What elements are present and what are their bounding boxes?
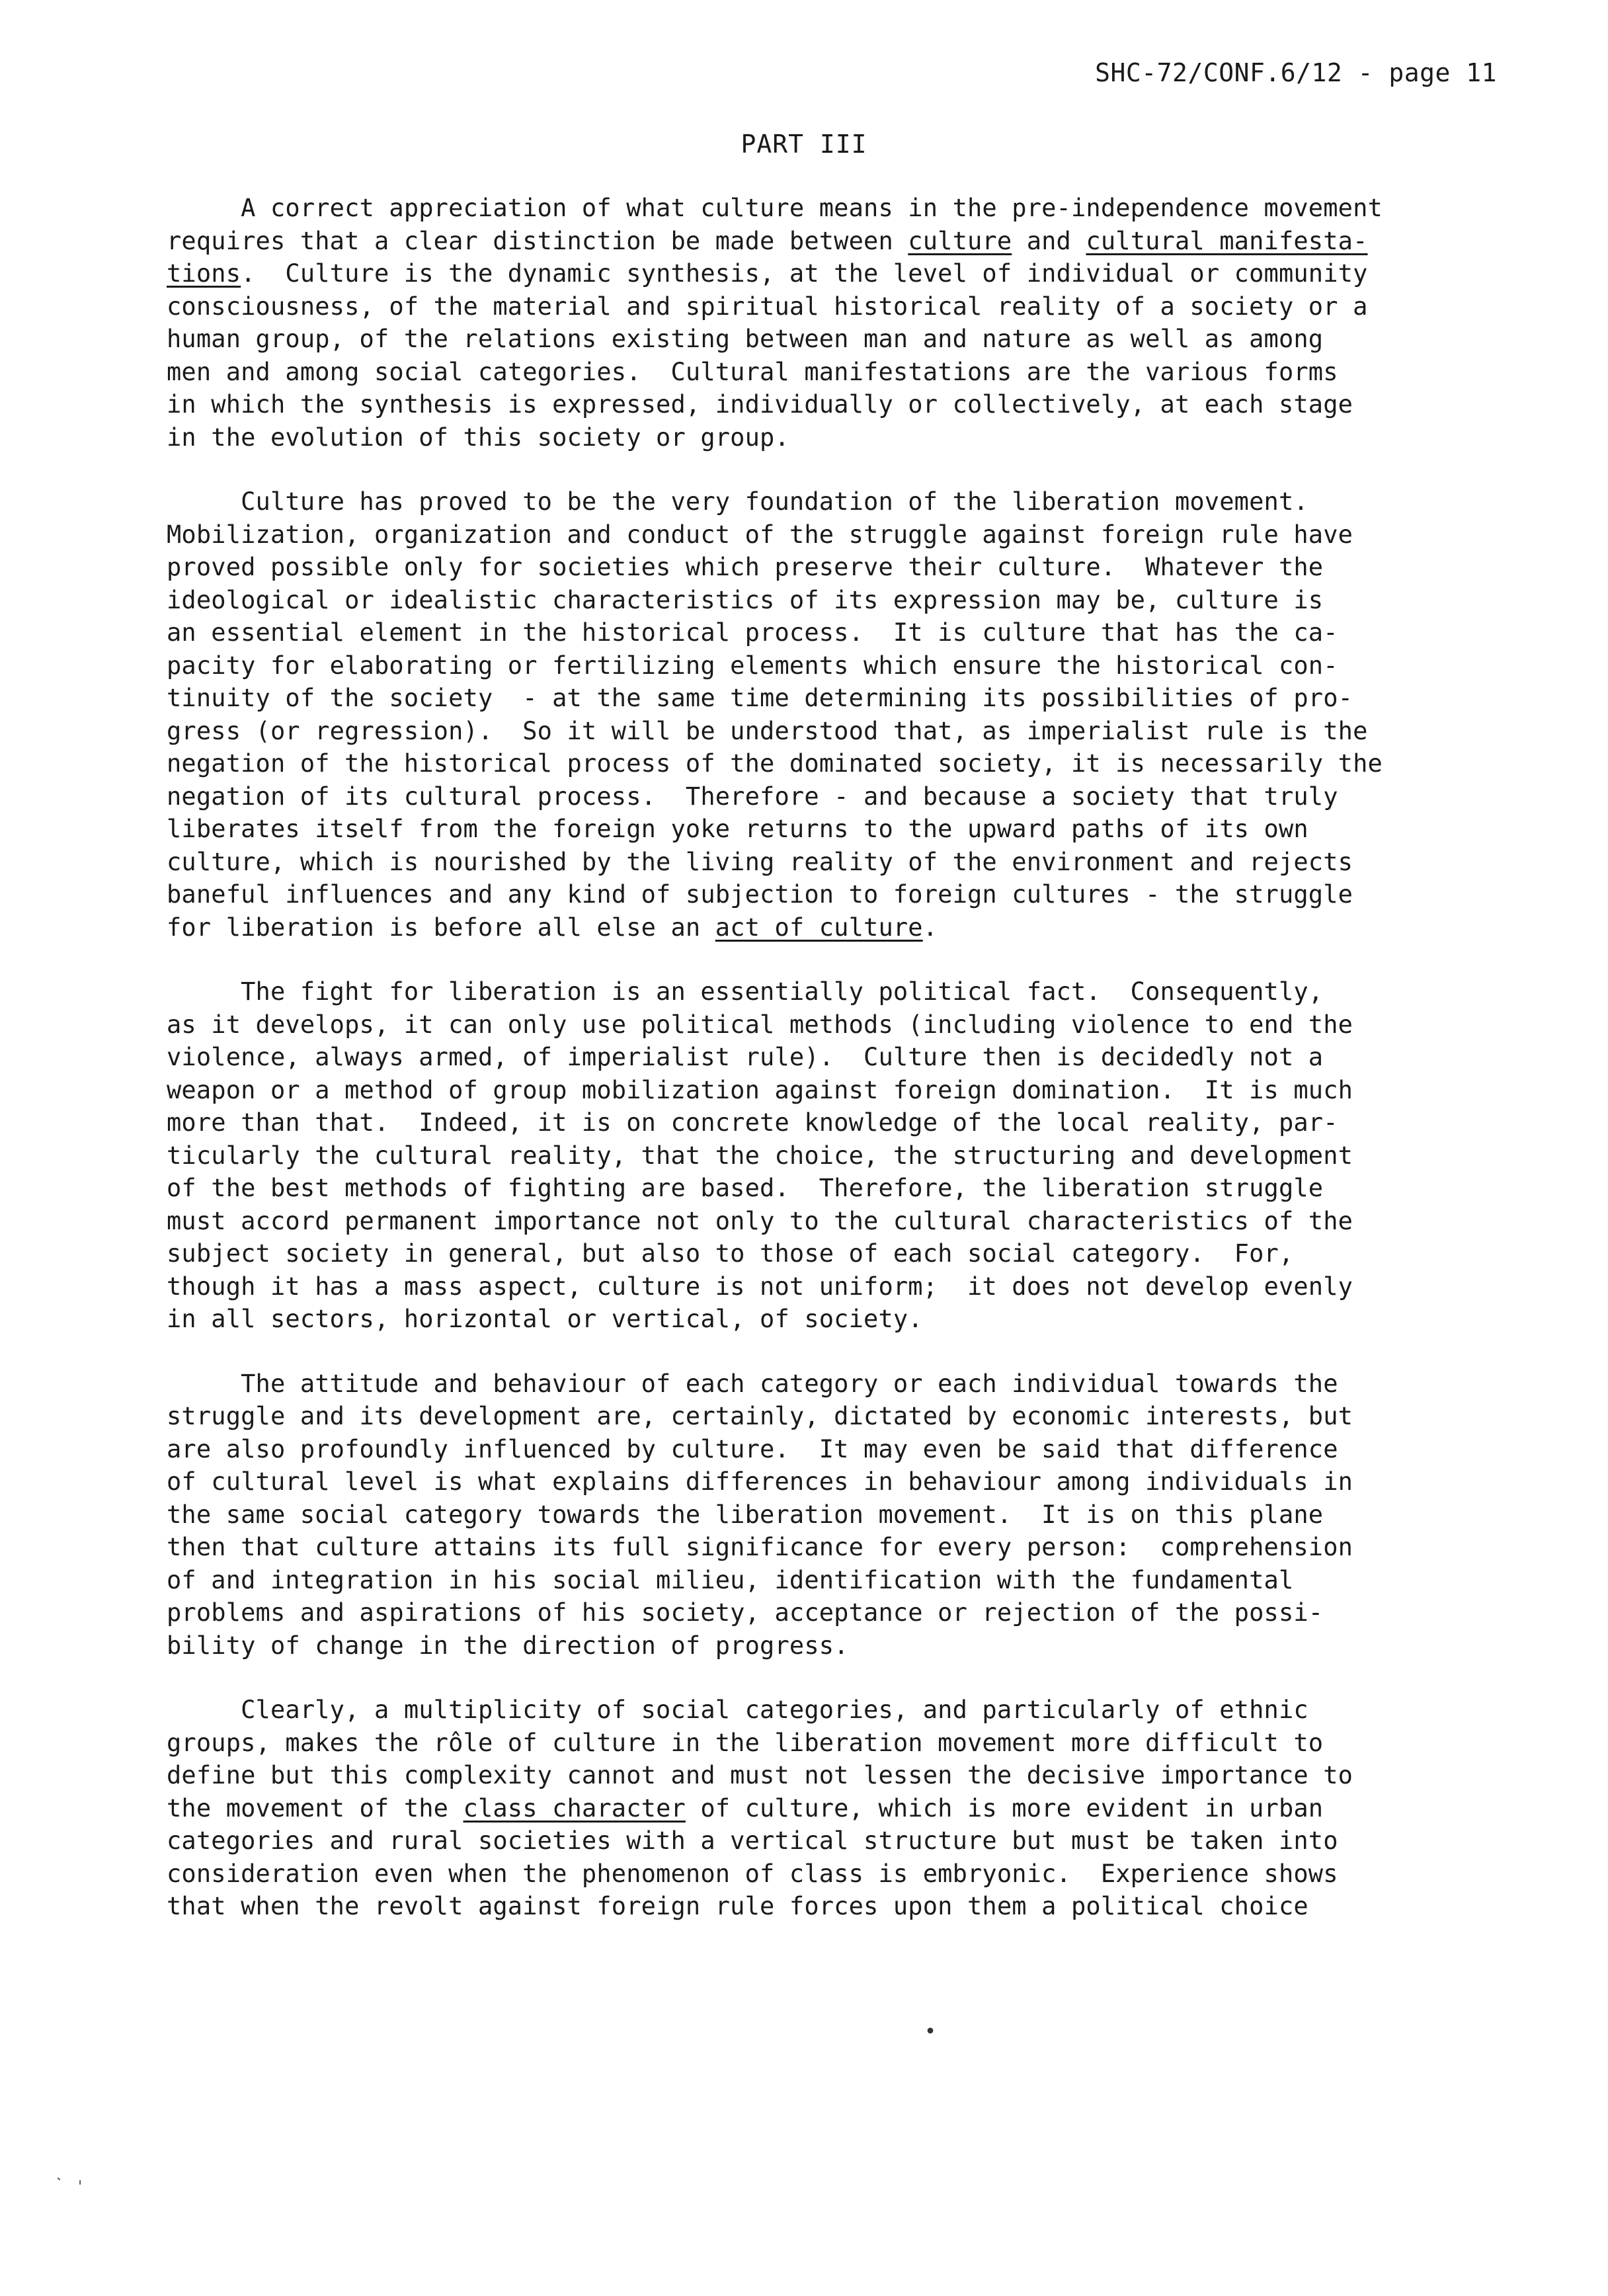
text-segment: violence, always armed, of imperialist rule). Culture then is decidedly not a <box>167 1043 1324 1071</box>
text-line <box>167 584 1522 617</box>
text-line <box>167 551 1522 584</box>
text-line <box>167 1041 1522 1074</box>
text-segment: are also profoundly influenced by culture. It may even be said that difference <box>167 1434 1338 1463</box>
text-segment: consciousness, of the material and spiritual historical reality of a society or a <box>167 292 1368 321</box>
text-segment: culture, which is nourished by the living reality of the environment and rejects <box>167 847 1353 876</box>
text-line <box>167 1303 1522 1336</box>
text-line <box>167 1564 1522 1597</box>
body-text <box>167 192 1522 1955</box>
text-line <box>167 1270 1522 1303</box>
underlined-term: cultural manifesta- <box>1086 226 1368 255</box>
text-line <box>167 225 1522 258</box>
paragraph <box>167 192 1522 454</box>
text-line <box>167 1465 1522 1498</box>
text-segment: weapon or a method of group mobilization against foreign domination. It is much <box>167 1075 1353 1104</box>
text-segment: in the evolution of this society or group. <box>167 423 789 452</box>
text-segment: an essential element in the historical process. It is culture that has the ca- <box>167 618 1338 647</box>
text-line <box>167 290 1522 323</box>
part-title: PART III <box>741 130 867 159</box>
text-segment: in which the synthesis is expressed, individually or collectively, at each stage <box>167 390 1353 419</box>
text-segment: Mobilization, organization and conduct of the struggle against foreign rule have <box>167 520 1353 549</box>
text-segment: of culture, which is more evident in urban <box>685 1793 1324 1823</box>
text-line <box>167 257 1522 290</box>
text-line <box>167 846 1522 879</box>
text-line <box>167 388 1522 421</box>
text-line <box>167 1629 1522 1662</box>
text-segment: . <box>922 913 938 942</box>
text-segment: gress (or regression). So it will be understood that, as imperialist rule is the <box>167 716 1368 745</box>
text-line <box>167 1139 1522 1172</box>
text-segment: The attitude and behaviour of each category or each individual towards the <box>167 1369 1338 1398</box>
text-line <box>167 1498 1522 1532</box>
text-line <box>167 192 1522 225</box>
text-segment: the same social category towards the liberation movement. It is on this plane <box>167 1500 1324 1529</box>
text-segment: baneful influences and any kind of subjection to foreign cultures - the struggle <box>167 880 1353 909</box>
text-line <box>167 356 1522 389</box>
text-line <box>167 1106 1522 1139</box>
text-segment: . Culture is the dynamic synthesis, at the level of individual or community <box>241 259 1368 288</box>
text-line <box>167 911 1522 944</box>
text-segment: bility of change in the direction of progress. <box>167 1631 849 1660</box>
paragraph <box>167 975 1522 1336</box>
text-line <box>167 421 1522 454</box>
scan-speck: ˴ ˌ <box>56 2168 85 2186</box>
text-segment: define but this complexity cannot and must not lessen the decisive importance to <box>167 1761 1353 1789</box>
text-segment: though it has a mass aspect, culture is not uniform; it does not develop evenly <box>167 1272 1353 1301</box>
text-line <box>167 1694 1522 1727</box>
text-line <box>167 1172 1522 1205</box>
text-segment: men and among social categories. Cultural manifestations are the various forms <box>167 357 1338 386</box>
text-segment: Culture has proved to be the very foundation of the liberation movement. <box>167 487 1308 516</box>
text-line <box>167 1400 1522 1433</box>
text-segment: categories and rural societies with a vertical structure but must be taken into <box>167 1826 1338 1855</box>
text-line <box>167 485 1522 518</box>
text-line <box>167 616 1522 649</box>
paragraph <box>167 485 1522 944</box>
text-line <box>167 1205 1522 1238</box>
scan-speck: • <box>924 2020 937 2043</box>
text-line <box>167 1368 1522 1401</box>
text-segment: the movement of the <box>167 1793 463 1823</box>
text-segment: and <box>1012 226 1086 255</box>
text-line <box>167 780 1522 813</box>
text-line <box>167 975 1522 1008</box>
text-line <box>167 715 1522 748</box>
text-line <box>167 1531 1522 1564</box>
text-segment: subject society in general, but also to those of each social category. For, <box>167 1239 1294 1268</box>
text-line <box>167 649 1522 682</box>
underlined-term: class character <box>463 1793 686 1823</box>
text-segment: in all sectors, horizontal or vertical, of society. <box>167 1305 923 1333</box>
text-line <box>167 1596 1522 1629</box>
paragraph <box>167 1694 1522 1923</box>
text-segment: of cultural level is what explains differences in behaviour among individuals in <box>167 1467 1353 1496</box>
text-line <box>167 682 1522 715</box>
text-segment: of and integration in his social milieu, identification with the fundamental <box>167 1565 1294 1594</box>
text-segment: The fight for liberation is an essentially political fact. Consequently, <box>167 977 1324 1006</box>
text-segment: then that culture attains its full significance for every person: comprehension <box>167 1533 1353 1561</box>
text-segment: proved possible only for societies which preserve their culture. Whatever the <box>167 553 1324 581</box>
text-line <box>167 1727 1522 1760</box>
text-line <box>167 1759 1522 1792</box>
text-line <box>167 1858 1522 1891</box>
text-segment: ideological or idealistic characteristics of its expression may be, culture is <box>167 585 1324 614</box>
paragraph <box>167 1368 1522 1662</box>
text-segment: ticularly the cultural reality, that the choice, the structuring and development <box>167 1141 1353 1170</box>
text-segment: as it develops, it can only use political methods (including violence to end the <box>167 1010 1353 1039</box>
text-segment: that when the revolt against foreign rule forces upon them a political choice <box>167 1892 1308 1920</box>
text-line <box>167 1008 1522 1042</box>
text-line <box>167 1824 1522 1858</box>
text-segment: problems and aspirations of his society, acceptance or rejection of the possi- <box>167 1598 1324 1627</box>
underlined-term: culture <box>908 226 1012 255</box>
text-line <box>167 323 1522 356</box>
text-segment: negation of the historical process of the dominated society, it is necessarily the <box>167 749 1383 778</box>
text-segment: consideration even when the phenomenon of class is embryonic. Experience shows <box>167 1859 1338 1888</box>
text-line <box>167 1890 1522 1923</box>
text-line <box>167 747 1522 780</box>
text-segment: Clearly, a multiplicity of social categories, and particularly of ethnic <box>167 1696 1308 1724</box>
text-segment: struggle and its development are, certainly, dictated by economic interests, but <box>167 1402 1353 1430</box>
text-segment: of the best methods of fighting are based. Therefore, the liberation struggle <box>167 1174 1324 1202</box>
text-segment: groups, makes the rôle of culture in the liberation movement more difficult to <box>167 1728 1324 1757</box>
text-segment: liberates itself from the foreign yoke returns to the upward paths of its own <box>167 815 1308 843</box>
underlined-term: tions <box>167 259 241 288</box>
text-line <box>167 1074 1522 1107</box>
text-line <box>167 518 1522 552</box>
text-segment: tinuity of the society - at the same time determining its possibilities of pro- <box>167 684 1353 712</box>
text-line <box>167 1433 1522 1466</box>
text-line <box>167 813 1522 846</box>
text-segment: negation of its cultural process. Therefore - and because a society that truly <box>167 782 1338 811</box>
text-segment: requires that a clear distinction be made between <box>167 226 908 255</box>
text-segment: more than that. Indeed, it is on concrete knowledge of the local reality, par- <box>167 1108 1338 1137</box>
text-segment: human group, of the relations existing between man and nature as well as among <box>167 325 1324 353</box>
text-segment: must accord permanent importance not only to the cultural characteristics of the <box>167 1206 1353 1235</box>
document-reference: SHC-72/CONF.6/12 - page 11 <box>1095 58 1497 87</box>
text-line <box>167 1237 1522 1270</box>
text-line <box>167 1792 1522 1825</box>
underlined-term: act of culture <box>715 913 923 942</box>
text-segment: for liberation is before all else an <box>167 913 715 942</box>
text-line <box>167 878 1522 911</box>
text-segment: A correct appreciation of what culture means in the pre-independence movement <box>167 194 1383 222</box>
text-segment: pacity for elaborating or fertilizing elements which ensure the historical con- <box>167 651 1338 680</box>
